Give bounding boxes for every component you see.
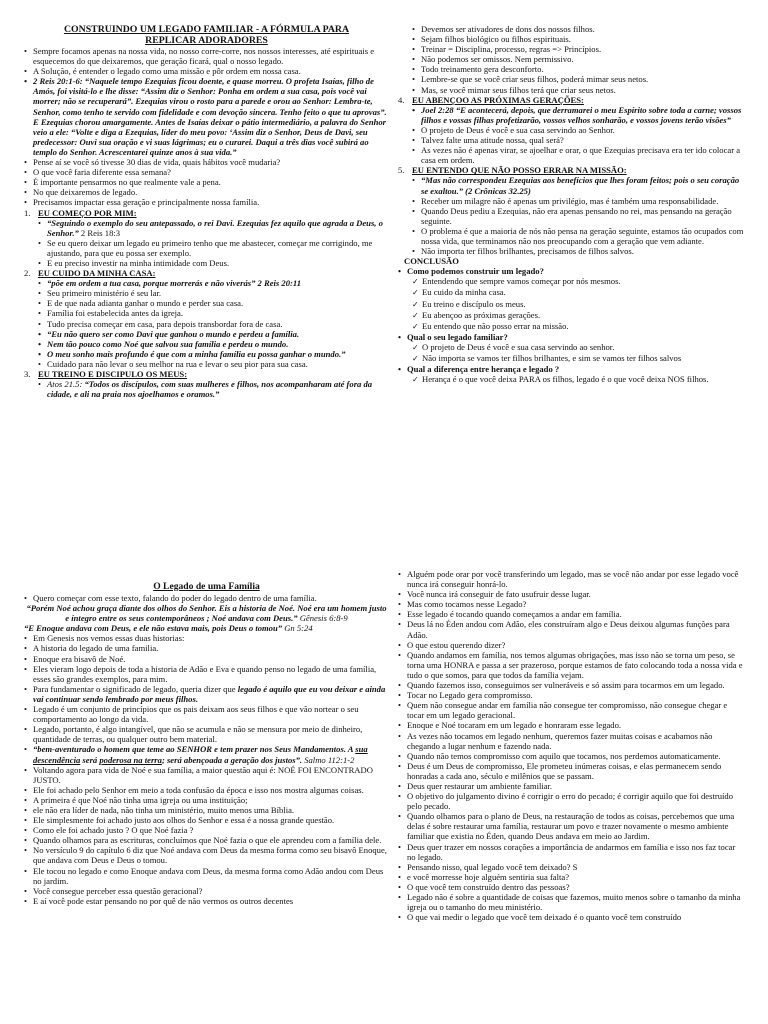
list-item: • Enoque era bisavô de Noé. [24,654,389,664]
list-item: • O que estou querendo dizer? [398,640,744,650]
section-heading-4: 4. EU ABENÇOO AS PRÓXIMAS GERAÇÕES: [398,94,584,105]
list-item: • Deus quer trazer em nossos corações a importância de andarmos em família e isso nos faz tocar no legado. [398,842,744,862]
list-item: • Tocar no Legado gera compromisso. [398,690,744,700]
list-item: • Sempre focamos apenas na nossa vida, no nosso corre-corre, nos nossos interesses, até espirituais e esquecemos do que deixaremos, que geração ficará, qual o nosso legado. [24,46,389,66]
scripture-quote: “E Enoque andava com Deus, e ele não estava mais, pois Deus o tomou” Gn 5:24 [24,623,313,634]
section-heading-3: 3. EU TREINO E DISCIPULO OS MEUS: [24,369,188,379]
list-item: • Quando não temos compromisso com aquilo que tocamos, nos perdemos automaticamente. [398,751,744,761]
bottom-left-column [24,581,389,906]
list-item: • Treinar = Disciplina, processo, regras => Princípios. [412,44,744,54]
list-item: • Para fundamentar o significado de legado, queria dizer que legado é aquilo que eu vou deixar e ainda vai continuar sendo lembrado por meus filhos. [24,684,389,704]
conclusion-question: • Qual o seu legado familiar? [398,332,744,342]
list-item: • Ele simplesmente foi achado justo aos olhos do Senhor e essa é a nossa grande questão. [24,815,389,825]
list-item: • Esse legado é tocando quando começamos a andar em família. [398,609,744,619]
list-item: • “Mas não correspondeu Ezequias aos benefícios que lhes foram feitos; pois o seu coração se exaltou.” (2 Crônicas 32.25) [412,175,744,195]
section-heading-5: 5. EU ENTENDO QUE NÃO POSSO ERRAR NA MISSÃO: [398,165,627,176]
bottom-right-column [398,569,744,922]
conclusion-question: • Qual a diferença entre herança e legado ? [398,364,744,374]
list-item: • E de que nada adianta ganhar o mundo e perder sua casa. [38,298,389,308]
list-item: • E eu preciso investir na minha intimidade com Deus. [38,258,389,268]
list-item: • Alguém pode orar por você transferindo um legado, mas se você não andar por esse legado você nunca irá conseguir honrá-lo. [398,569,744,589]
list-item: • Cuidado para não levar o seu melhor na rua e levar o seu pior para sua casa. [38,359,389,369]
list-item: • Se eu quero deixar um legado eu primeiro tenho que me abastecer, começar me corrigindo, me ajustando, para que eu possa ser exemplo. [38,238,389,258]
list-item: • “põe em ordem a tua casa, porque morrerás e não viverás” 2 Reis 20:11 [38,278,389,288]
list-item: • A historia do legado de uma familia. [24,643,389,653]
check-item: ✓ Eu treino e discípulo os meus. [412,299,744,310]
list-item: • Quem não consegue andar em família não consegue ter compromisso, não consegue chegar e tocar em um legado geracional. [398,700,744,720]
list-item: • As vezes não tocamos em legado nenhum, queremos fazer muitas coisas e acabamos não chegando a lugar nenhum e fazendo nada. [398,731,744,751]
list-item: • A primeira é que Noé não tinha uma igreja ou uma instituição; [24,795,389,805]
list-item: • Deus é um Deus de compromisso, Ele prometeu inúmeras coisas, e elas permanecem sendo honradas a cada ano, século e milênios que se passam. [398,761,744,781]
list-item: • Pense aí se você só tivesse 30 dias de vida, quais hábitos você mudaria? [24,157,389,167]
list-item: • Pensando nisso, qual legado você tem deixado? S [398,862,744,872]
sermon-title-line1: CONSTRUINDO UM LEGADO FAMILIAR - A FÓRMULA PARA [63,24,350,35]
list-item: • Família foi estabelecida antes da igreja. [38,308,389,318]
list-item: • Talvez falte uma atitude nossa, qual será? [412,135,744,145]
list-item: • O problema é que a maioria de nós não pensa na geração seguinte, estamos tão ocupados com nossa vida, que terminamos não nos preocupando com a geração que vem adiante. [412,226,744,246]
list-item: • Mas como tocamos nesse Legado? [398,599,744,609]
list-item: • Quando andamos em família, nos temos algumas obrigações, mas isso não se torna um peso, se torna uma HONRA e passa a ser prazeroso, porque estamos de fato colocando toda a nossa vida e tudo o que somos, para que todos da família vejam. [398,650,744,680]
list-item: • Tudo precisa começar em casa, para depois transbordar fora de casa. [38,319,389,329]
check-item: ✓ Eu entendo que não posso errar na missão. [412,321,744,332]
top-left-column [24,24,389,399]
check-item: ✓ Eu cuido da minha casa. [412,287,744,298]
list-item: • No versículo 9 do capítulo 6 diz que Noé andava com Deus da mesma forma como seu bisavô Enoque, que andava com Deus e Deus o tomou. [24,845,389,865]
check-item: ✓ Eu abençoo as próximas gerações. [412,310,744,321]
list-item: • As vezes não é apenas virar, se ajoelhar e orar, o que Ezequias precisava era ter ido colocar a casa em ordem. [412,145,744,165]
list-item: • Em Genesis nos vemos essas duas historias: [24,633,389,643]
list-item: • Você nunca irá conseguir de fato usufruir desse lugar. [398,589,744,599]
list-item: • O que você tem construído dentro das pessoas? [398,882,744,892]
list-item: • Precisamos impactar essa geração e principalmente nossa família. [24,197,389,207]
check-item: ✓ O projeto de Deus é você e sua casa servindo ao senhor. [412,342,744,353]
list-item: • Voltando agora para vida de Noé e sua família, a maior questão aqui é: NOÉ FOI ENCONTRADO JUSTO. [24,765,389,785]
scripture-quote [24,76,389,157]
list-item: • Quando Deus pediu a Ezequias, não era apenas pensando no rei, mas pensando na geração seguinte. [412,206,744,226]
list-item: • “Eu não quero ser como Davi que ganhou o mundo e perdeu a família. [38,329,389,339]
list-item: • “Seguindo o exemplo do seu antepassado, o rei Davi. Ezequias fez aquilo que agrada a Deus, o Senhor.” 2 Reis 18:3 [38,218,389,238]
top-right-column [398,24,744,385]
list-item: • Eles vieram logo depois de toda a historia de Adão e Eva e quando penso no legado de uma família, esses são grandes exemplos, para mim. [24,664,389,684]
list-item: • Devemos ser ativadores de dons dos nossos filhos. [412,24,744,34]
list-item: • Quero começar com esse texto, falando do poder do legado dentro de uma família. [24,593,389,603]
scripture-quote: “Porém Noé achou graça diante dos olhos do Senhor. Eis a historia de Noé. Noé era um homem justo e íntegro entre os seus contemporâneos ; Noé andava com Deus.” Gênesis 6:8-9 [26,603,387,624]
conclusion-heading: CONCLUSÃO [404,256,459,267]
list-item: • O que você faria diferente essa semana? [24,167,389,177]
check-item: ✓ Herança é o que você deixa PARA os filhos, legado é o que você deixa NOS filhos. [412,374,744,385]
list-item: • Como ele foi achado justo ? O que Noé fazia ? [24,825,389,835]
list-item: • “bem-aventurado o homem que teme ao SENHOR e tem prazer nos Seus Mandamentos. A sua descendência será poderosa na terra; será abençoada a geração dos justos”. Salmo 112:1-2 [24,744,389,764]
conclusion-question: • Como podemos construir um legado? [398,266,744,276]
list-item: • ele não era líder de nada, não tinha um ministério, muito menos uma Bíblia. [24,805,389,815]
list-item: • e você morresse hoje alguém sentiria sua falta? [398,872,744,882]
list-item: • É importante pensarmos no que realmente vale a pena. [24,177,389,187]
list-item: • Você consegue perceber essa questão geracional? [24,886,389,896]
list-item: • Todo treinamento gera desconforto. [412,64,744,74]
list-item: • Nem tão pouco como Noé que salvou sua família e perdeu o mundo. [38,339,389,349]
list-item: • No que deixaremos de legado. [24,187,389,197]
list-item: • A Solução, é entender o legado como uma missão e pôr ordem em nossa casa. [24,66,389,76]
list-item: • Enoque e Noé tocaram em um legado e honraram esse legado. [398,720,744,730]
list-item: • Deus quer restaurar um ambiente familiar. [398,781,744,791]
list-item: • Joel 2:28 “E acontecerá, depois, que derramarei o meu Espírito sobre toda a carne; vossos filhos e vossas filhas profetizarão, vossos velhos sonharão, e vossos jovens terão visões” [412,105,744,125]
list-item: • Lembre-se que se você criar seus filhos, poderá mimar seus netos. [412,74,744,84]
sermon-title-line2: REPLICAR ADORADORES [145,35,268,46]
list-item: • Quando olhamos para as escrituras, concluímos que Noé fazia o que ele aprendeu com a família dele. [24,835,389,845]
list-item: • O objetivo do julgamento divino é corrigir o erro do pecado; é corrigir aquilo que foi destruído pelo pecado. [398,791,744,811]
list-item: • Ele tocou no legado e como Enoque andava com Deus, da mesma forma como Adão andou com Deus no jardim. [24,866,389,886]
list-item: • Não importa ter filhos brilhantes, precisamos de filhos salvos. [412,246,744,256]
check-item: ✓ Não importa se vamos ter filhos brilhantes, e sim se vamos ter filhos salvos [412,353,744,364]
list-item: • O meu sonho mais profundo é que com a minha família eu possa ganhar o mundo.” [38,349,389,359]
list-item: • Mas, se você mimar seus filhos terá que criar seus netos. [412,85,744,95]
list-item: • Legado, portanto, é algo intangível, que não se acumula e não se mensura por meio de dinheiro, quantidade de terras, ou qualquer outro bem material. [24,724,389,744]
list-item: • O projeto de Deus é você e sua casa servindo ao Senhor. [412,125,744,135]
section-heading-2: 2. EU CUIDO DA MINHA CASA: [24,268,156,279]
check-item: ✓ Entendendo que sempre vamos começar por nós mesmos. [412,276,744,287]
section-heading-1: 1. EU COMEÇO POR MIM: [24,207,137,218]
list-item: • O que vai medir o legado que você tem deixado é o quanto você tem construído [398,912,744,922]
list-item: • Atos 21.5: “Todos os discípulos, com suas mulheres e filhos, nos acompanharam até fora da cidade, e ali na praia nos ajoelhamos e oramos.” [38,379,389,399]
list-item: • Ele foi achado pelo Senhor em meio a toda confusão da época e isso nos mostra algumas coisas. [24,785,389,795]
list-item: • Não podemos ser omissos. Nem permissivo. [412,54,744,64]
scripture-ref: 2 Reis 20:1-6: [33,76,83,87]
list-item: • Deus lá no Éden andou com Adão, eles construíram algo e Deus deixou algumas funções para Adão. [398,619,744,639]
list-item: • Receber um milagre não é apenas um privilégio, mas é também uma responsabilidade. [412,196,744,206]
list-item: • Quando fazemos isso, conseguimos ser vulneráveis e só assim para tocarmos em um legado. [398,680,744,690]
section-title: O Legado de uma Família [153,581,260,592]
list-item: • E aí você pode estar pensando no por quê de não vermos os outros decentes [24,896,389,906]
list-item: • Sejam filhos biológico ou filhos espirituais. [412,34,744,44]
scripture-text: “Naquele tempo Ezequias ficou doente, e quase morreu. O profeta Isaías, filho de Amós, foi visitá-lo e lhe disse: “Assim diz o Senhor: Ponha em ordem a sua casa, pois você vai morrer; não se recuperará”. Ezequias virou o rosto para a parede e orou ao Senhor: Lembra-te, Senhor, como tenho te servido com fidelidade e com devoção sincera. Tenho feito o que tu aprovas”. E Ezequias chorou amargamente. Antes de Isaías deixar o pátio intermediário, a palavra do Senhor veio a ele: “Volte e diga a Ezequias, líder do meu povo: ‘Assim diz o Senhor, Deus de Davi, seu predecessor: Ouvi sua oração e vi suas lágrimas; eu o curarei. Daqui a três dias você subirá ao templo do Senhor. Acrescentarei quinze anos à sua vida.” [33,76,387,157]
list-item: • Seu primeiro ministério é seu lar. [38,288,389,298]
list-item: • Legado não é sobre a quantidade de coisas que fazemos, muito menos sobre o tamanho da minha igreja ou o tamanho do meu ministério. [398,892,744,912]
list-item: • Quando olhamos para o plano de Deus, na restauração de todos as coisas, percebemos que uma delas é sobre restaurar uma família, restaurar um povo e trazer novamente o mesmo ambiente familiar que existia no Éden, quando Deus andava em meio ao Jardim. [398,811,744,841]
list-item: • Legado é um conjunto de princípios que os pais deixam aos seus filhos e que vão nortear o seu comportamento ao longo da vida. [24,704,389,724]
